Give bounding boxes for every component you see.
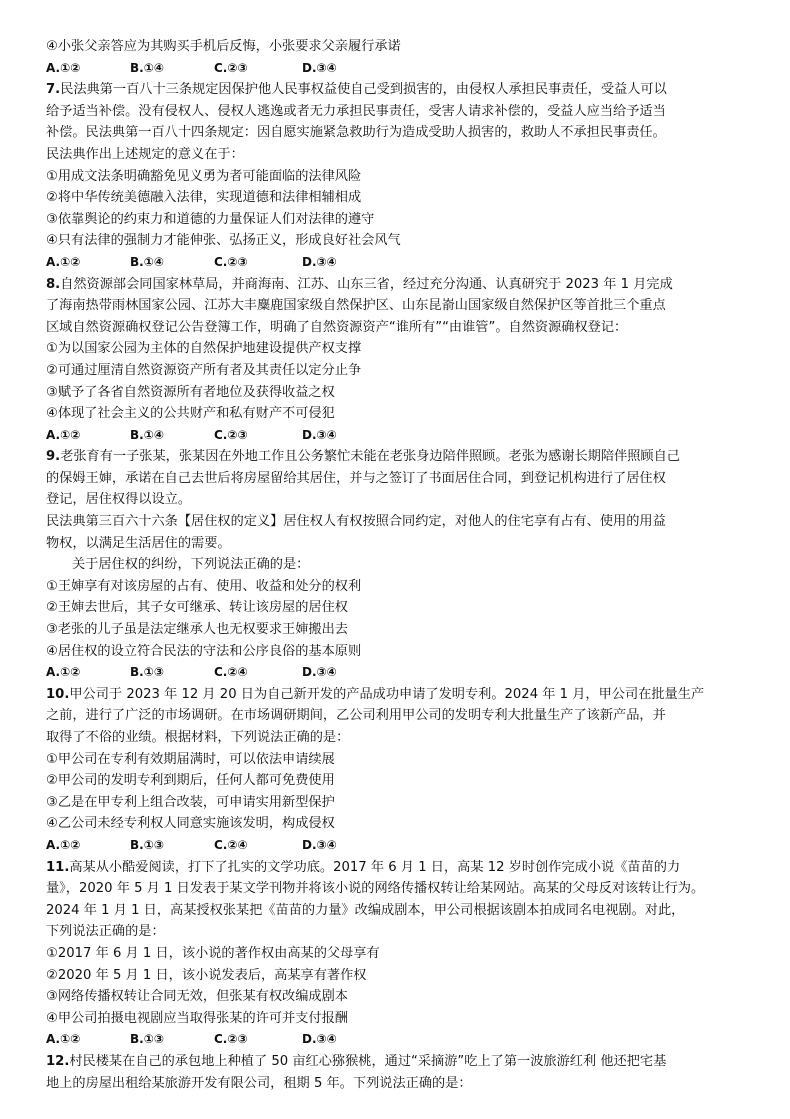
question-number: 8. — [46, 276, 61, 292]
line-text: ④体现了社会主义的公共财产和私有财产不可侵犯 — [46, 406, 335, 422]
text-line — [46, 144, 750, 166]
line-text: ②王婶去世后，其子女可继承、转让该房屋的居住权 — [46, 600, 348, 616]
answer-option: B.①③ — [130, 837, 165, 852]
text-line — [46, 209, 750, 231]
question-stem — [46, 857, 750, 879]
line-text: ①2017 年 6 月 1 日，该小说的著作权由高某的父母享有 — [46, 945, 380, 961]
line-text: 关于居住权的纠纷，下列说法正确的是： — [72, 557, 310, 573]
line-text: 地上的房屋出租给某旅游开发有限公司，租期 5 年。下列说法正确的是： — [46, 1075, 472, 1091]
answer-options — [46, 662, 750, 684]
line-text: ④居住权的设立符合民法的守法和公序良俗的基本原则 — [46, 643, 362, 659]
answer-option: B.①③ — [130, 665, 165, 680]
line-text: 甲公司于 2023 年 12 月 20 日为自己新开发的产品成功申请了发明专利。2024 年 1 月，甲公司在批量生产 — [69, 686, 705, 702]
text-line — [46, 576, 750, 598]
question-stem — [46, 274, 750, 296]
text-line — [46, 749, 750, 771]
line-text: ④小张父亲答应为其购买手机后反悔，小张要求父亲履行承诺 — [46, 39, 401, 54]
line-text: 给予适当补偿。没有侵权人、侵权人逃逸或者无力承担民事责任，受害人请求补偿的，受益人应当给予适当 — [46, 103, 666, 119]
text-line — [46, 403, 750, 425]
line-text: ②甲公司的发明专利到期后，任何人都可免费使用 — [46, 773, 335, 789]
answer-option: D.③④ — [302, 254, 337, 269]
answer-option: D.③④ — [302, 837, 337, 852]
text-line — [46, 921, 750, 943]
line-text: 的保姆王婶，承诺在自己去世后将房屋留给其居住，并与之签订了书面居住合同，到登记机构进行了居住权 — [46, 470, 666, 486]
line-text: ②2020 年 5 月 1 日，该小说发表后，高某享有著作权 — [46, 967, 367, 983]
text-line — [46, 900, 750, 922]
text-line — [46, 986, 750, 1008]
answer-option: B.①④ — [130, 254, 165, 269]
line-text: 补偿。民法典第一百八十四条规定：因自愿实施紧急救助行为造成受助人损害的，救助人不承担民事责任。 — [46, 125, 666, 141]
line-text: 自然资源部会同国家林草局，并商海南、江苏、山东三省，经过充分沟通、认真研究于 2023 年 1 月完成 — [60, 276, 673, 292]
line-text: 了海南热带雨林国家公园、江苏大丰麋鹿国家级自然保护区、山东昆嵛山国家级自然保护区等首批三个重点 — [46, 298, 666, 314]
text-line — [46, 813, 750, 835]
line-text: 老张育有一子张某，张某因在外地工作且公务繁忙未能在老张身边陪伴照顾。老张为感谢长期陪伴照顾自己 — [60, 449, 680, 465]
line-text: 民法典作出上述规定的意义在于： — [46, 146, 244, 162]
line-text: ③依靠舆论的约束力和道德的力量保证人们对法律的遵守 — [46, 211, 375, 227]
line-text: ③网络传播权转让合同无效，但张某有权改编成剧本 — [46, 989, 348, 1005]
text-line — [46, 770, 750, 792]
text-line — [46, 187, 750, 209]
line-text: ③赋予了各省自然资源所有者地位及获得收益之权 — [46, 384, 335, 400]
text-line — [46, 597, 750, 619]
answer-options — [46, 835, 750, 857]
line-text: 登记，居住权得以设立。 — [46, 492, 192, 508]
answer-option: C.②③ — [214, 1032, 248, 1047]
text-line — [46, 792, 750, 814]
text-line — [46, 382, 750, 404]
text-line — [46, 533, 750, 555]
text-line — [46, 317, 750, 339]
text-line — [46, 965, 750, 987]
answer-option: D.③④ — [302, 427, 337, 442]
line-text: ④乙公司未经专利权人同意实施该发明，构成侵权 — [46, 816, 335, 832]
answer-option: D.③④ — [302, 665, 337, 680]
answer-option: B.①④ — [130, 60, 165, 75]
text-line — [46, 468, 750, 490]
text-line — [46, 1008, 750, 1030]
text-line — [46, 619, 750, 641]
text-line — [46, 360, 750, 382]
question-number: 10. — [46, 686, 70, 702]
answer-options — [46, 252, 750, 274]
text-line — [46, 166, 750, 188]
question-number: 11. — [46, 859, 70, 875]
line-text: 之前，进行了广泛的市场调研。在市场调研期间，乙公司利用甲公司的发明专利大批量生产了该新产品，并 — [46, 708, 666, 724]
text-line — [46, 878, 750, 900]
answer-option: C.②④ — [214, 837, 248, 852]
answer-option: D.③④ — [302, 1032, 337, 1047]
text-line — [46, 641, 750, 663]
answer-option: A.①② — [46, 1032, 81, 1047]
line-text: ②可通过厘清自然资源资产所有者及其责任以定分止争 — [46, 362, 362, 378]
answer-option: A.①② — [46, 427, 81, 442]
question-stem — [46, 1051, 750, 1073]
answer-option: C.②③ — [214, 427, 248, 442]
line-text: 量》，2020 年 5 月 1 日发表于某文学刊物并将该小说的网络传播权转让给某网站。高某的父母反对该转让行为。 — [46, 881, 705, 897]
line-text: ①用成文法条明确豁免见义勇为者可能面临的法律风险 — [46, 168, 362, 184]
line-text: 下列说法正确的是： — [46, 924, 165, 940]
line-text: ①王婶享有对该房屋的占有、使用、收益和处分的权利 — [46, 578, 362, 594]
text-line — [46, 705, 750, 727]
text-line — [46, 489, 750, 511]
text-line — [46, 338, 750, 360]
answer-option: B.①③ — [130, 1032, 165, 1047]
answer-option: A.①② — [46, 837, 81, 852]
answer-option: A.①② — [46, 254, 81, 269]
question-stem — [46, 79, 750, 101]
line-text: ③老张的儿子虽是法定继承人也无权要求王婶搬出去 — [46, 622, 348, 638]
line-text: 区域自然资源确权登记公告登簿工作，明确了自然资源资产“谁所有”“由谁管”。自然资源确权登记： — [46, 319, 628, 335]
question-number: 12. — [46, 1053, 70, 1069]
answer-option: C.②④ — [214, 665, 248, 680]
answer-option: B.①④ — [130, 427, 165, 442]
line-text: 民法典第一百八十三条规定因保护他人民事权益使自己受到损害的，由侵权人承担民事责任，受益人可以 — [60, 82, 667, 98]
line-text: ③乙是在甲专利上组合改装，可申请实用新型保护 — [46, 794, 335, 810]
text-line — [46, 295, 750, 317]
text-line — [46, 1073, 750, 1095]
text-line — [46, 727, 750, 749]
text-line — [46, 122, 750, 144]
line-text: ①甲公司在专利有效期届满时，可以依法申请续展 — [46, 751, 335, 767]
question-number: 9. — [46, 449, 61, 465]
text-line — [46, 101, 750, 123]
line-text: ①为以国家公园为主体的自然保护地建设提供产权支撑 — [46, 341, 362, 357]
answer-options — [46, 58, 750, 80]
line-text: 取得了不俗的业绩。根据材料，下列说法正确的是： — [46, 730, 350, 745]
text-line — [46, 36, 750, 58]
question-stem — [46, 684, 750, 706]
text-line — [46, 554, 750, 576]
line-text: ②将中华传统美德融入法律，实现道德和法律相辅相成 — [46, 190, 362, 206]
answer-option: A.①② — [46, 665, 81, 680]
question-stem — [46, 446, 750, 468]
line-text: 2024 年 1 月 1 日，高某授权张某把《苗苗的力量》改编成剧本，甲公司根据该剧本拍成同名电视剧。对此， — [46, 902, 685, 918]
line-text: 村民楼某在自己的承包地上种植了 50 亩红心猕猴桃，通过“采摘游”吃上了第一波旅游红利 他还把宅基 — [69, 1053, 667, 1069]
line-text: ④甲公司拍摄电视剧应当取得张某的许可并支付报酬 — [46, 1010, 348, 1026]
line-text: 高某从小酷爱阅读，打下了扎实的文学功底。2017 年 6 月 1 日，高某 12 岁时创作完成小说《苗苗的力 — [69, 859, 681, 875]
line-text: ④只有法律的强制力才能伸张、弘扬正义，形成良好社会风气 — [46, 233, 401, 249]
answer-options — [46, 425, 750, 447]
text-line — [46, 511, 750, 533]
text-line — [46, 230, 750, 252]
text-line — [46, 943, 750, 965]
answer-option: A.①② — [46, 60, 81, 75]
line-text: 民法典第三百六十六条【居住权的定义】居住权人有权按照合同约定，对他人的住宅享有占有、使用的用益 — [46, 514, 666, 530]
question-number: 7. — [46, 82, 61, 98]
answer-option: C.②③ — [214, 254, 248, 269]
answer-options — [46, 1029, 750, 1051]
answer-option: D.③④ — [302, 60, 337, 75]
answer-option: C.②③ — [214, 60, 248, 75]
line-text: 物权，以满足生活居住的需要。 — [46, 535, 231, 551]
